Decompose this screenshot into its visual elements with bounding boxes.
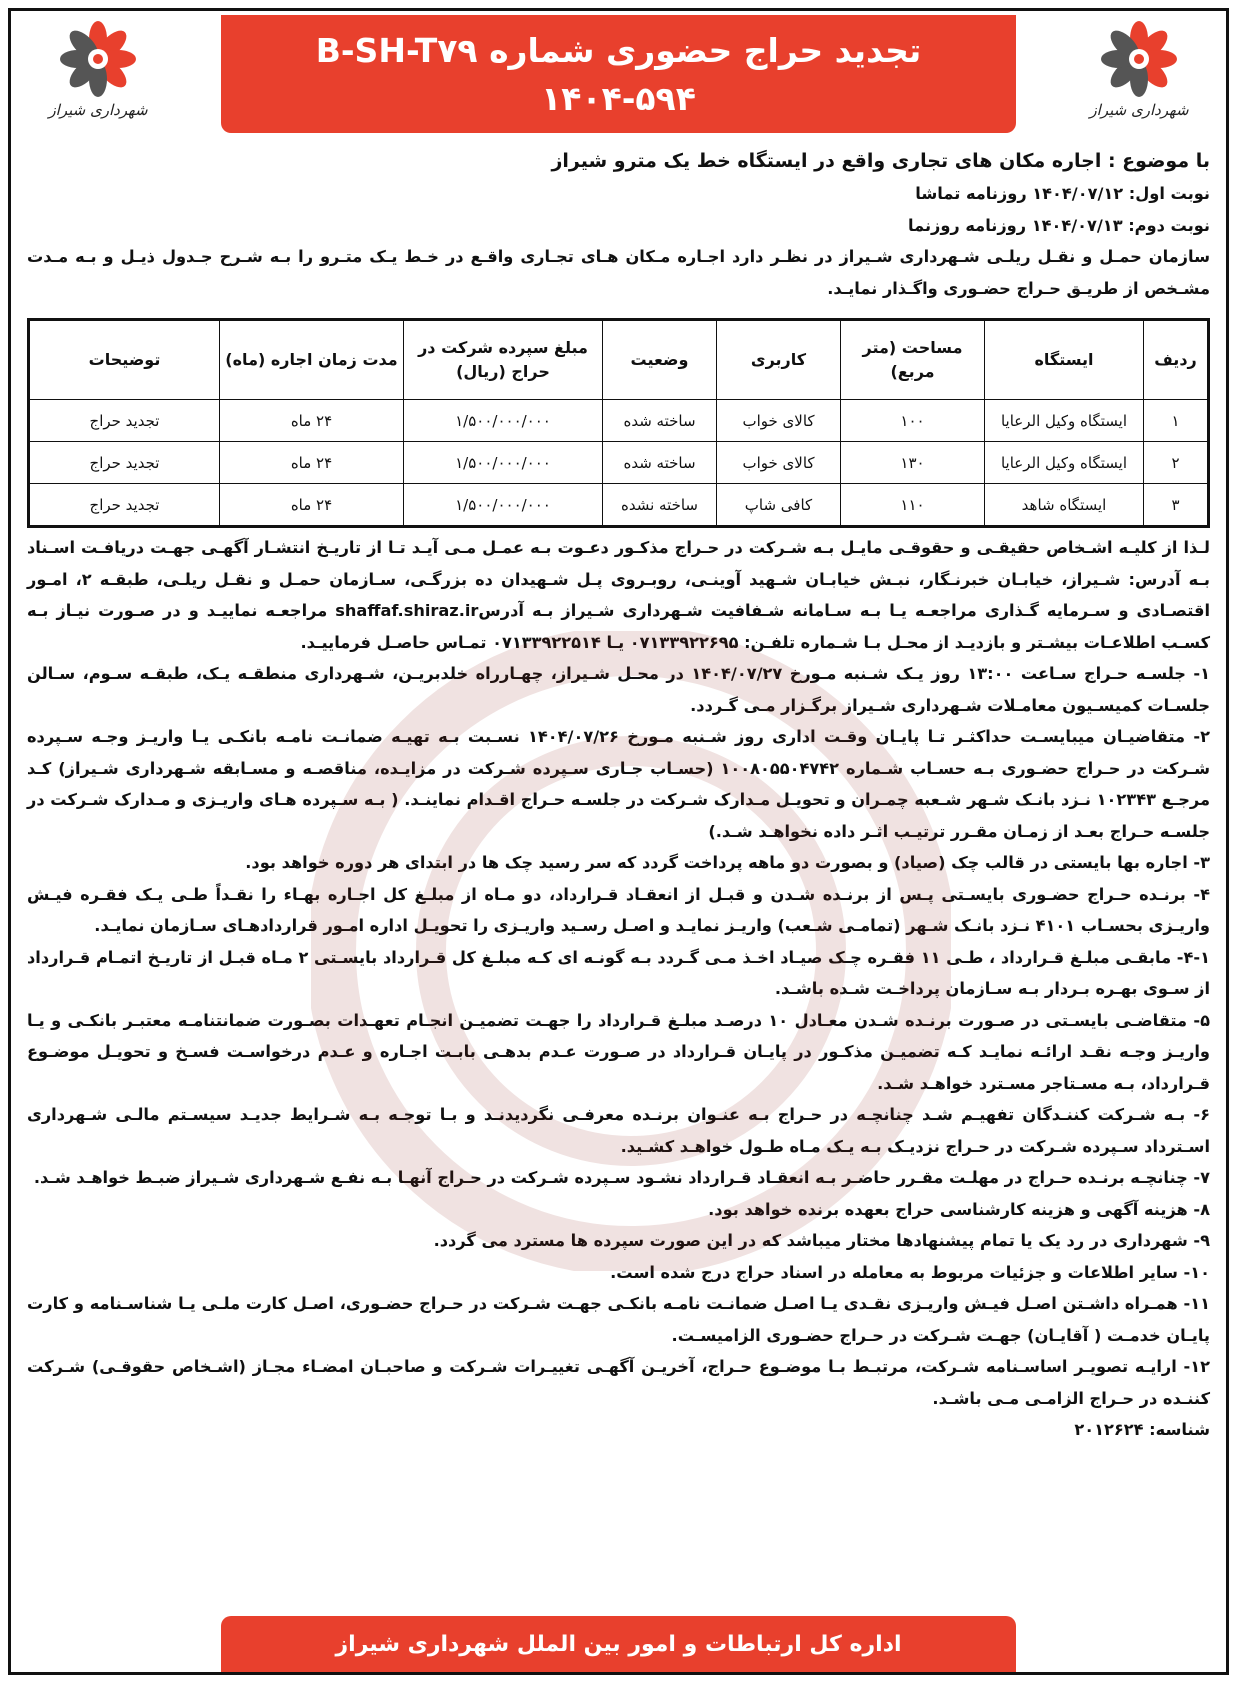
invitation-contact-text: مراجعـه نماییـد و در صـورت نیـاز بـه کسـب اطلاعـات بیشـتر و بازدیـد از محـل بـا شـماره تلفـن: ۰۷۱۳۳۹۲۲۶۹۵ یـا ۰۷۱۳۳۹۲۲۵۱۴ تمـاس حاصـل فرماییـد. (27, 601, 1210, 652)
page-number: ۱۴۰۴-۵۹۴ (541, 78, 696, 118)
table-cell: ایستگاه وکیل الرعایا (985, 400, 1144, 442)
clause-10: ۱۰- سایر اطلاعات و جزئیات مربوط به معامله در اسناد حراج درج شده است. (610, 1262, 1210, 1282)
invitation-text: لـذا از کلیـه اشـخاص حقیقـی و حقوقـی مایـل بـه شـرکت در حـراج مذکـور دعـوت بـه عمـل مـی آیـد تـا از تاریـخ انتشـار آگهـی جهـت دریافـت اسـناد بـه آدرس: شـیراز، خیابـان خبرنـگار، نبـش خیابـان شـهید آوینـی، روبـروی پـل شـهیدان ده بزرگـی، سـازمان حمـل و نقـل ریلـی، طبقـه ۲، امـور اقتصـادی و سـرمایه گـذاری مراجعـه یـا بـه سـامانه شـفافیت شـهرداری شـیراز بـه آدرس (27, 538, 1210, 620)
lease-table (27, 318, 1210, 528)
clause-1: ۱- جلسـه حـراج سـاعت ۱۳:۰۰ روز یـک شـنبه مـورخ ۱۴۰۴/۰۷/۲۷ در محـل شـیراز، چهـارراه خلدبریـن، شـهرداری منطقـه یـک، طبقـه سـوم، سـالن جلسـات کمیسـیون معامـلات شـهرداری شـیراز برگـزار مـی گـردد. (27, 664, 1210, 715)
col-header: ردیف (1144, 320, 1209, 400)
table-cell: ۲۴ ماه (220, 400, 404, 442)
logo-left (33, 19, 163, 129)
col-header: مبلغ سپرده شرکت در حراج (ریال) (404, 320, 603, 400)
table-cell: تجدید حراج (29, 400, 220, 442)
page-title: تجدید حراج حضوری شماره B-SH-T۷۹ (315, 30, 922, 70)
table-cell: ۲۴ ماه (220, 484, 404, 527)
col-header: مساحت (متر مربع) (841, 320, 985, 400)
subject-line: با موضوع : اجاره مکان های تجاری واقع در ایستگاه خط یک مترو شیراز (551, 150, 1210, 172)
notice-second: نوبت دوم: ۱۴۰۴/۰۷/۱۳ روزنامه روزنما (908, 215, 1210, 235)
table-cell: ایستگاه وکیل الرعایا (985, 442, 1144, 484)
title-block (316, 27, 922, 123)
col-header: مدت زمان اجاره (ماه) (220, 320, 404, 400)
table-cell: کالای خواب (717, 442, 841, 484)
col-header: توضیحات (29, 320, 220, 400)
clause-4: ۴- برنـده حـراج حضـوری بایسـتی پـس از برنـده شـدن و قبـل از انعقـاد قـرارداد، دو مـاه از مبلـغ کل اجـاره بهـاء را نقـداً طـی یـک فقـره فیـش واریـزی بحسـاب ۴۱۰۱ نـزد بانـک شـهر (تمامـی شـعب) واریـز نمایـد و اصـل رسـید واریـزی را تحویـل اداره امـور قراردادهـای سـازمان نمایـد. (27, 884, 1210, 935)
col-header: وضعیت (603, 320, 717, 400)
clause-2: ۲- متقاضیـان میبایسـت حداکثـر تـا پایـان وقـت اداری روز شـنبه مـورخ ۱۴۰۴/۰۷/۲۶ نسـبت بـه تهیـه ضمانـت نامـه بانکـی یـا واریـز وجـه سـپرده شـرکت در حـراج حضـوری بـه حسـاب شـماره ۱۰۰۸۰۵۵۰۴۷۴۲ (حسـاب جـاری سـپرده شـرکت در مزایـده، مناقصـه و مسـابقه شـهرداری شـیراز) کـد مرجـع ۱۰۲۳۴۳ نـزد بانـک شـهر شـعبه چمـران و تحویـل مـدارک شـرکت در جلسـه حـراج اقـدام نماینـد. ( بـه سـپرده هـای واریـزی و مـدارک شـرکت در جلسـه حـراج بعـد از زمـان مقـرر ترتیـب اثـر داده نخواهـد شـد.) (27, 727, 1210, 841)
table-cell: تجدید حراج (29, 442, 220, 484)
announcement-page (8, 8, 1229, 1675)
notice-first: نوبت اول: ۱۴۰۴/۰۷/۱۲ روزنامه تماشا (915, 184, 1210, 203)
col-header: کاربری (717, 320, 841, 400)
table-row (29, 400, 1209, 442)
clause-9: ۹- شهرداری در رد یک یا تمام پیشنهادها مختار میباشد که در این صورت سپرده ها مسترد می گردد. (433, 1231, 1210, 1250)
invitation-paragraph (27, 532, 1210, 658)
table-cell: ۱۰۰ (841, 400, 985, 442)
table-cell: ۱/۵۰۰/۰۰۰/۰۰۰ (404, 400, 603, 442)
clause-8: ۸- هزینه آگهی و هزینه کارشناسی حراج بعهده برنده خواهد بود. (708, 1199, 1210, 1219)
table-cell: ۱ (1144, 400, 1209, 442)
table-cell: ساخته نشده (603, 484, 717, 527)
intro-paragraph: سازمان حمـل و نقـل ریلـی شـهرداری شـیراز در نظـر دارد اجـاره مـکان هـای تجـاری واقـع در خـط یـک متـرو را بـه شـرح جـدول ذیـل و بـه مـدت مشـخص از طریـق حـراج حضـوری واگـذار نمایـد. (27, 247, 1210, 298)
footer-band (221, 1616, 1016, 1672)
logo-text: شهرداری شیراز (1089, 101, 1189, 119)
table-cell: ۳ (1144, 484, 1209, 527)
table-cell: ساخته شده (603, 442, 717, 484)
table-cell: ۱/۵۰۰/۰۰۰/۰۰۰ (404, 484, 603, 527)
header (11, 11, 1226, 138)
logo-right (1074, 19, 1204, 129)
col-header: ایستگاه (985, 320, 1144, 400)
clause-3: ۳- اجاره بها بایستی در قالب چک (صیاد) و بصورت دو ماهه پرداخت گردد که سر رسید چک ها در ابتدای هر دوره خواهد بود. (245, 853, 1210, 872)
table-cell: ۱۳۰ (841, 442, 985, 484)
table-cell: کالای خواب (717, 400, 841, 442)
footer-text: اداره کل ارتباطات و امور بین الملل شهرداری شیراز (335, 1631, 902, 1657)
table-cell: ۲۴ ماه (220, 442, 404, 484)
clause-11: ۱۱- همـراه داشـتن اصـل فیـش واریـزی نقـدی یـا اصـل ضمانـت نامـه بانکـی جهـت شـرکت در حـراج حضـوری، اصـل کارت ملـی یـا شناسـنامه و کارت پایـان خدمـت ( آقایـان) جهـت شـرکت در حـراج حضـوری الزامیسـت. (27, 1294, 1210, 1345)
municipality-logo-icon (55, 19, 141, 99)
id-line: شناسه: ۲۰۱۲۶۲۴ (1074, 1420, 1210, 1439)
table-cell: ۱۱۰ (841, 484, 985, 527)
logo-text: شهرداری شیراز (48, 101, 148, 119)
table-cell: کافی شاپ (717, 484, 841, 527)
transparency-site-link[interactable]: shaffaf.shiraz.ir (335, 601, 479, 620)
table-cell: تجدید حراج (29, 484, 220, 527)
municipality-logo-icon (1096, 19, 1182, 99)
clause-7: ۷- چنانچـه برنـده حـراج در مهلـت مقـرر حاضـر بـه انعقـاد قـرارداد نشـود سـپرده شـرکت در حـراج آنهـا بـه نفـع شـهرداری شـیراز ضبـط خواهـد شـد. (33, 1168, 1210, 1187)
table-row (29, 484, 1209, 527)
table-cell: ۱/۵۰۰/۰۰۰/۰۰۰ (404, 442, 603, 484)
content (11, 138, 1226, 1446)
table-cell: ۲ (1144, 442, 1209, 484)
table-header-row (29, 320, 1209, 400)
clause-4-1: ۴-۱- مابقـی مبلـغ قـرارداد ، طـی ۱۱ فقـره چـک صیـاد اخـذ مـی گـردد بـه گونـه ای کـه مبلـغ کل قـرارداد بایسـتی ۲ مـاه قبـل از تاریـخ اتمـام قـرارداد از سـوی بهـره بـردار بـه سـازمان پرداخـت شـده باشـد. (27, 947, 1211, 998)
table-cell: ساخته شده (603, 400, 717, 442)
clause-5: ۵- متقاضـی بایسـتی در صـورت برنـده شـدن معـادل ۱۰ درصـد مبلـغ قـرارداد را جهـت تضمیـن انجـام تعهـدات بصـورت ضمانتنامـه معتبـر بانکـی و یـا واریـز وجـه نقـد ارائـه نمایـد کـه تضمیـن مذکـور در پایـان قـرارداد در صـورت عـدم بدهـی بابـت اجـاره و عـدم درخواسـت فسـخ و تحویـل موضـوع قـرارداد، بـه مسـتاجر مسـترد خواهـد شـد. (27, 1010, 1210, 1093)
table-cell: ایستگاه شاهد (985, 484, 1144, 527)
clause-6: ۶- بـه شـرکت کننـدگان تفهیـم شـد چنانچـه در حـراج بـه عنـوان برنـده معرفـی نگردیدنـد و بـا توجـه بـه شـرایط جدیـد سیسـتم مالـی شـهرداری اسـترداد سـپرده شـرکت در حـراج نزدیـک بـه یـک مـاه طـول خواهـد کشـید. (27, 1105, 1210, 1156)
table-row (29, 442, 1209, 484)
clause-12: ۱۲- ارایـه تصویـر اساسـنامه شـرکت، مرتبـط بـا موضـوع حـراج، آخریـن آگهـی تغییـرات شـرکت و صاحبـان امضـاء مجـاز (اشـخاص حقوقـی) شـرکت کننـده در حـراج الزامـی مـی باشـد. (27, 1357, 1210, 1408)
